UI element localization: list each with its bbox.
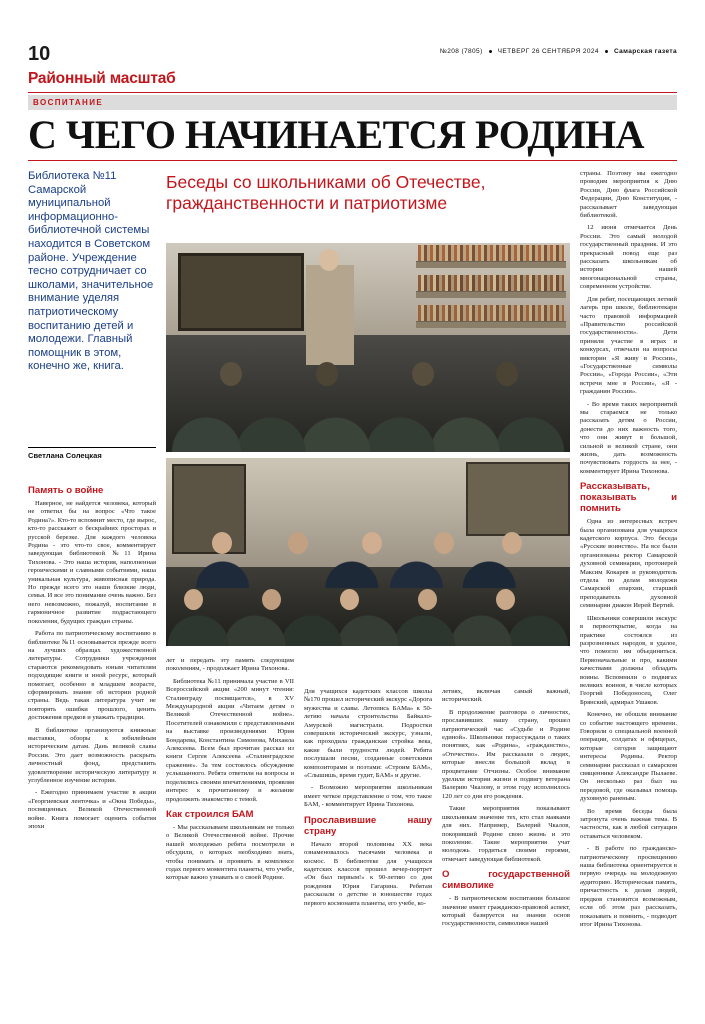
paragraph: - Ежегодно принимаем участие в акции «Георгиевская ленточка» и «Окна Победы», посвященных Великой Отечественной войне. Книга помогает оценить события эпохи [28,789,156,831]
paragraph: Конечно, не обошли внимание со событие настоящего времени. Говорили о специальной военной операции, солдатах и офицерах, которые сегодня защищают интересы Родины. Ректор семинарии рассказал о самарском священнике Александре Пылаеве. Он несколько раз был на передовой, где оказывал помощь духовную раненым. [580,711,677,803]
subheading-proslavivshie: Прославившие нашу страну [304,814,432,837]
kicker-band [28,95,677,110]
subheading-bam: Как строился БАМ [166,808,254,820]
paragraph: Наверное, не найдется человека, который не ответил бы на вопрос «Что такое Родина?». Кто-то вспомнит место, где вырос, кто-то расскажет о бескрайних просторах и русской березке. Для каждого человека Родина - это что-то свое, комментирует заведующая библиотекой №11 Ирина Тихонова. - Это наша история, наполненная героическими и славными событиями, наша уникальная культура, живописная природа. Но прежде всего это наши близкие люди, семья. И все это понимание очень важно. Без него невозможно, пожалуй, воспитание в гармоничное развитие подрастающего поколения, будущих граждан страны. [28,500,156,625]
cadet-head [184,589,203,610]
article-column-2 [166,657,294,1007]
paragraph: - Во время таких мероприятий мы стараемся не только рассказать детям о России, донести до них важность того, что они живут в большой, сильной и великой стране, они жизнь, дать возможность почувствовать гордость за нее, - комментирует Ирина Тихонова. [580,400,677,475]
student-head [316,362,338,386]
cadet-head [288,532,308,554]
article-column-3 [304,688,432,1008]
paragraph: Во время беседы была затронута очень важная тема. В частности, как в любой ситуации оставаться человеком. [580,807,677,840]
cadet-head [502,532,522,554]
separator-dot-icon [489,50,492,53]
cadet-head [434,532,454,554]
paragraph: Школьники совершили экскурс в первооткрытие, когда на практике состоялся из разрозненных народов, в удалое, что помогло им объединиться. Первоначальные и про, какими качествами должны обладать воины. Вспомнили о подвигах великих воинов, в числе которых Георгий Победоносец, Олег Брянский, адмирал Ушаков. [580,614,677,706]
paragraph: Одна из интересных встреч была организована для учащихся кадетского корпуса. Это беседа «Русские воинство». На все были организованы ректор Самарской духовной семинарии, протоиерей Максим Кокарев и руководитель отдела по делам молодежи Самарской епархии, старший преподаватель духовной семинарии диакон Иерей Вертий. [580,518,677,610]
paragraph: - Мы рассказываем школьникам не только о Великой Отечественной войне. Прочие нашей молодежью ребята посмотрели и обсудили, о которых необходимо знать, чтобы понимать и проявить в комплексе годах первого моментита планеты, что учебе, которые важно узнавать и о своей Родине. [166,823,294,882]
paragraph: лет и передать эту память следующим поколениям, - продолжает Ирина Тихонова. [166,657,294,673]
bookshelf [416,261,566,268]
photo-group-portrait [166,458,570,646]
kicker-label: ВОСПИТАНИЕ [33,98,104,107]
wall-picture [178,253,304,331]
paragraph: - Возможно мероприятия школьникам имеет четкое представление о том, что такое БАМ, - комментирует Ирина Тихонова. [304,784,432,809]
paragraph: Библиотека №11 принимала участие в VII Всероссийской акции «200 минут чтения: Сталинграду посвящается», в XV Международной акции «Читаем детям о Великой Отечественной войне». Посетителей ознакомили с представленными на выставке произведениями Юрия Бондарева, Константина Симонова, Михаила Алексеева. Всем был прочитан рассказ из книги Сергея Алексеева «Сталинградское сражение». За тем состоялось обсуждение услышанного. Ребята ответили на вопросы и поделились своими впечатлениями, проявляя интерес к прочитанному и желание продолжить знакомство с темой. [166,677,294,803]
books-row [418,305,564,321]
cadet-head [340,589,359,610]
paragraph: летиях, включая самый важный, исторический. [442,688,570,704]
lead-paragraph: Библиотека №11 Самарской муниципальной информационно-библиотечной системы находится в Советском районе. Учреждение тесно сотрудничает со школами, значительное внимание уделяя патриотическому воспитанию детей и молодежи. Главный помощник в этом, конечно же, книга. [28,170,154,373]
subheading-rasskazyvat: Рассказывать, показывать и помнить [580,481,677,515]
paragraph: 12 июня отмечается День России. Это самый молодой государственный праздник. И это прекрасный повод еще раз рассказать школьникам об истории нашей многонациональной страны, современном устройстве. [580,224,677,291]
publication-title: Самарская газета [613,48,677,55]
paragraph: - В патриотическом воспитании большое значение имеет гражданско-правовой аспект, который базируется на знании основ государственности, символики нашей [442,895,570,928]
paragraph: Такие мероприятия показывают школьникам значение тех, кто стал маяками для них. Например, Валерий Чкалов, покоривший Родине свою жизнь и это поколение. Такие мероприятия учат молодежь гордиться своими героями, отмечает заведующая библиотекой. [442,805,570,863]
article-deck: Беседы со школьниками об Отечестве, гражданственности и патриотизме [166,172,486,213]
rubric-label: Районный масштаб [28,70,176,87]
article-column-4 [442,688,570,1008]
photo-library-meeting [166,243,570,452]
rubric-divider [28,92,677,93]
student-head [220,362,242,386]
section-rubric [28,70,677,93]
separator-dot-icon [605,50,608,53]
masthead-meta [440,48,677,55]
cadet-head [362,532,382,554]
subheading-simvolika: О государственной символике [442,869,570,892]
student-head [412,362,434,386]
bookshelf [416,321,566,328]
issue-date: ЧЕТВЕРГ 26 СЕНТЯБРЯ 2024 [497,48,599,55]
cadet-head [262,589,281,610]
cadet-head [496,589,515,610]
author-name: Светлана Солецкая [28,451,102,460]
paragraph: - В работе по гражданско-патриотическому просвещению наша библиотека ориентируется в первую очередь на молодежную аудиторию. Историческая память, причастность к делам людей, предков становится возможным, если об этом раз рассказать, показывать и помнить, - подводит итог Ирина Тихонова. [580,845,677,928]
books-row [418,275,564,291]
bookshelf [416,291,566,298]
paragraph: Начало второй половины XX века ознаменовалось тысячами человека и космос. В библиотеке для учащихся кадетских классов прошел вечер-портрет «Он был первым!» к 90-летию со дня рождения Юрия Гагарина. Ребятам рассказали о детстве и юношестве годах первого космонавта планеты, его учебе, ко- [304,840,432,907]
page-number: 10 [28,43,51,65]
paragraph: Работа по патриотическому воспитанию в библиотеке №11 основывается прежде всего на лучших образцах художественной литературы. Сотрудники учреждения стараются рекомендовать юным читателям подходящие книги и иной ресурс, который помогает, особенно в младшем возрасте, сформировать знание об истории родной страны. Ведь такая литература учит не повторять ошибки прошлого, ценить достижения предков и уважать традиции. [28,630,156,722]
article-column-1 [28,485,156,1005]
paragraph: страны. Поэтому мы ежегодно проводим мероприятия к Дню России, Дню флага Российской Федерации, Дню Конституции, - рассказывает заведующая библиотекой. [580,170,677,220]
byline-divider [28,447,156,448]
masthead [28,44,677,70]
cadet-head [418,589,437,610]
paragraph: Для учащихся кадетских классов школы №170 прошел исторический экскурс «Дорога мужества и славы. Летопись БАМа» к 50-летию начала строительства Байкало-Амурской магистрали. Подростки совершили исторический экскурс, узнали, как проходила гражданская стройка века, какие были трудности людей. Ребята послушали песни, созданные советскими композиторами и поэтами: «Строим БАМ», «Слышишь, время гудит, БАМ» и другие. [304,688,432,780]
byline [28,447,156,466]
issue-number: №208 (7805) [439,48,483,55]
subheading-pamyat: Память о войне [28,485,104,496]
headline-divider [28,160,677,161]
paragraph: В библиотеке организуются книжные выставки, обзоры к юбилейным историческим датам. Дань великой славы России. Это дает возможность раскрыть личностный фонд, представить удовлетворение историческую литературу и углубленное изучение истории. [28,726,156,784]
paragraph: Для ребят, посещающих летний лагерь при школе, библиотекари часто правовой информацией «Правительство российской государственности». Дети приняли участие в играх и конкурсах, отвечали на вопросы викторин «Я живу в России», «Государственные символы России», «Города России», «Эти встречи мне в России», «Я - гражданин России». [580,295,677,396]
audience-row [166,342,570,452]
paragraph: В продолжение разговора о личностях, прославивших нашу страну, прошел патриотический час «Судьбе и Родине единой». Школьники порассуждали о таких понятиях, как «Родина», «гражданство», «Отечество». Им рассказали о людях, которые внесли большой вклад в процветание Отчизны. Особое внимание уделили истории жизни и подвигу ветерана Валерию Чкалову, в этом году исполнилось 120 лет со дня его рождения. [442,708,570,800]
page-title: С ЧЕГО НАЧИНАЕТСЯ РОДИНА [28,112,644,157]
cadet-head [212,532,232,554]
article-column-5 [580,170,677,1010]
presenter-head [319,249,339,271]
books-row [418,245,564,261]
student-head [496,362,518,386]
